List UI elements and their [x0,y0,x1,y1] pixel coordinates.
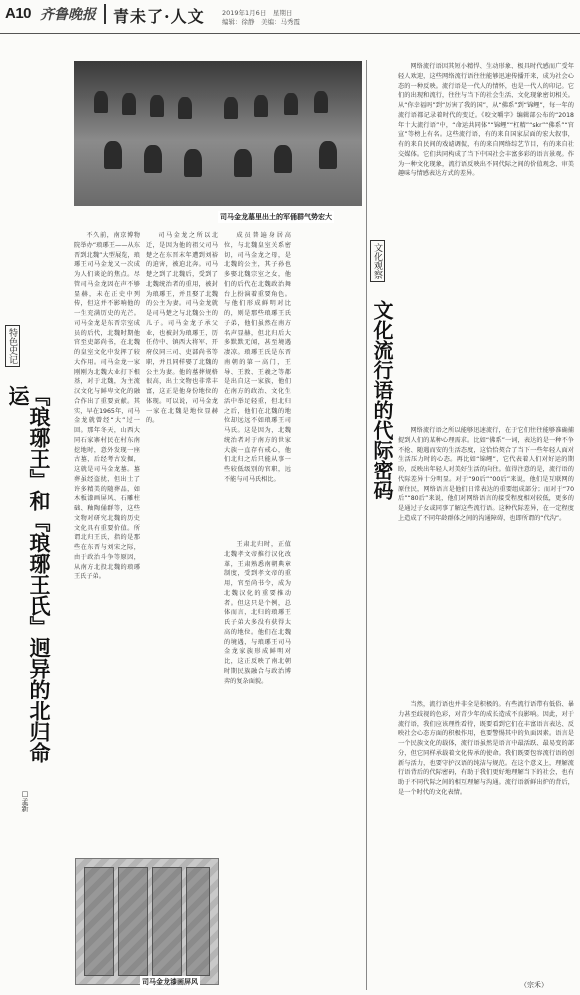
lacquer-screen-photo [75,858,219,985]
right-col2-text: 网络流行语之所以能够迅速流行，在于它们往往能够准确捕捉到人们的某种心理需求。比如“佛系”一词，表达的是一种不争不抢、随遇而安的生活态度，这恰恰契合了当下一些年轻人面对生活压力时的心态。再比如“锦鲤”，它代表着人们对好运的期盼，反映出年轻人对美好生活的向往。值得注意的是，流行语的代际差异十分明显。对于“90后”“00后”来说，他们是互联网的原住民，网络语言是他们日常表达的重要组成部分；而对于“70后”“80后”来说，他们对网络语言的接受程度相对较低，更多的是通过子女或同事了解这些流行语。这种代际差异，在一定程度上造成了不同年龄群体之间的沟通障碍，也即所谓的“代沟”。 [398,427,574,522]
left-col1-text: 不久前，南京博物院举办“琅琊王——从东晋到北魏”大型展览，琅琊王司马金龙又一次成为人们谈论的焦点。尽管司马金龙因在声不够显赫，未在正史中列传，但这并不影响他的一生充满历史的光芒。司马金龙是东晋宗室成员的后代，北魏时期他官至吏部尚书，在北魏的皇室文化中发挥了较大作用。司马金龙一家刚刚为北魏大业打下根基，对于北魏，为主流汉文化与鲜卑文化的融合作出了重要贡献。其实，早在1965年，司马金龙就曾经“大”过一回。那年冬天，山西大同石家寨村民在村东南挖地时，意外发现一座古墓，后经考古发掘，这就是司马金龙墓。墓葬虽经盗扰，但出土了许多精美的随葬品，如木板漆画屏风、石雕柱础、釉陶俑群等，这些文物对研究北魏的历史文化具有重要价值。所谓北归王氏，指的是那些在东晋与刘宋之际，由于政治斗争等原因，从南方北投北魏的琅琊王氏子弟。 [74,232,140,581]
left-article-tag: 特色史记 [5,325,20,367]
right-article-author: （宗禾） [520,981,548,989]
header-separator [104,4,106,24]
date-line: 2019年1月6日 星期日 [222,9,293,17]
left-col3-text: 成员普遍身居高位，与北魏皇室关系密切，司马金龙之母，是北魏的公主，其子孙也多娶北魏宗室之女，他们的后代在北魏政治舞台上扮演着重要角色。与他们形成鲜明对比的，则是那些琅琊王氏子弟，他们虽然在南方名声显赫，但北归后大多默默无闻，甚至境遇凄凉。琅琊王氏是东晋南朝的第一高门，王导、王敦、王羲之等都是出自这一家族，他们在南方的政治、文化生活中举足轻重，但北归之后，他们在北魏的地位却远远不如琅琊王司马氏。这是因为，北魏统治者对于南方的世家大族一直存有戒心，他们北归之后只能从事一些较低级别的官职，远不能与司马氏相比。 [224,232,291,483]
newspaper-logo: 齐鲁晚报 [40,7,96,23]
left-col3b-text: 王肃北归时，正值北魏孝文帝推行汉化改革，王肃熟悉南朝典章制度，受到孝文帝的重用，官至尚书令，成为北魏汉化的重要推动者。但这只是个例，总体而言，北归的琅琊王氏子弟大多没有获得太高的地位。他们在北魏的境遇，与琅琊王司马金龙家族形成鲜明对比，这正反映了南北朝时期民族融合与政治博弈的复杂面貌。 [224,541,291,685]
header-rule [0,33,580,34]
image-top-caption: 司马金龙墓里出土的军俑群气势宏大 [220,213,332,221]
right-article-tag: 文化观察 [370,240,385,282]
image-bottom-caption: 司马金龙漆画屏风 [142,978,198,986]
left-column-1 [74,231,140,857]
right-article-headline: 文化流行语的代际密码 [370,300,394,500]
column-divider [366,60,367,990]
left-column-3 [224,231,291,531]
right-column-2 [398,426,574,696]
left-col2-text: 司马金龙之所以北迁，是因为他的祖父司马楚之在东晋末年遭到刘裕的迫害，被迫北奔。司马楚之到了北魏后，受到了北魏统治者的重用，被封为琅琊王，并且娶了北魏的公主为妻。司马金龙就是司马楚之与北魏公主的儿子。司马金龙子承父业，也被封为琅琊王，历任侍中、镇西大将军、开府仪同三司、吏部尚书等职，并且同样娶了北魏的公主为妻。他的墓葬规格很高，出土文物也非常丰富，这正是他身份地位的体现。可以说，司马金龙一家在北魏是地位显赫的。 [146,232,218,425]
left-column-2 [146,231,218,851]
page-number: A10 [5,5,32,22]
section-title: 青未了·人文 [113,7,205,26]
left-column-3b [224,540,291,980]
editor-line: 编辑：徐静 美编：马秀霞 [222,18,300,26]
right-col3-text: 当然，流行语也并非全是积极的。有些流行语带有低俗、暴力甚至歧视的色彩，对青少年的成长造成不良影响。因此，对于流行语，我们应该理性看待，既要看到它们在丰富语言表达、反映社会心态方面的积极作用，也要警惕其中的负面因素。语言是一个民族文化的载体，流行语虽然是语言中最活跃、最易变的部分，但它同样承载着文化传承的使命。我们既要包容流行语的创新与活力，也要守护汉语的纯洁与规范。在这个意义上，理解流行语背后的代际密码，有助于我们更好地理解当下的社会，也有助于不同代际之间的相互理解与沟通。流行语新鲜出炉的背后，是一个时代的文化表情。 [398,701,574,796]
left-article-author: □孟新 [21,790,29,812]
right-column-3 [398,700,574,978]
warrior-figurines-photo [74,61,362,206]
left-article-headline: 『琅琊王』和『琅琊王氏』迥异的北归命运 [6,385,52,763]
right-col1-text: 网络流行语因其短小精悍、生动形象、极具时代感而广受年轻人欢迎，这些网络流行语往往能够迅速传播开来，成为社会心态的一种反映。流行语是一代人的情怀，也是一代人的印记。它们的出现和流行，往往与当下的社会生活、文化现象密切相关。从“你幸福吗”到“厉害了我的国”，从“佛系”到“锦鲤”，每一年的流行语都记录着时代的变迁。《咬文嚼字》编辑部公布的“2018年十大流行语”中，“命运共同体”“锦鲤”“杠精”“skr”“佛系”“官宣”等榜上有名。这些流行语，有的来自国家层面的宏大叙事，有的来自民间的戏谑调侃，有的来自网络综艺节目，有的来自社交媒体。它们共同构成了当下中国社会丰富多彩的语言景观。作为一种文化现象，流行语反映出不同代际之间的价值观念、审美趣味与情感表达方式的差异。 [398,63,574,178]
right-column-1 [398,62,574,422]
